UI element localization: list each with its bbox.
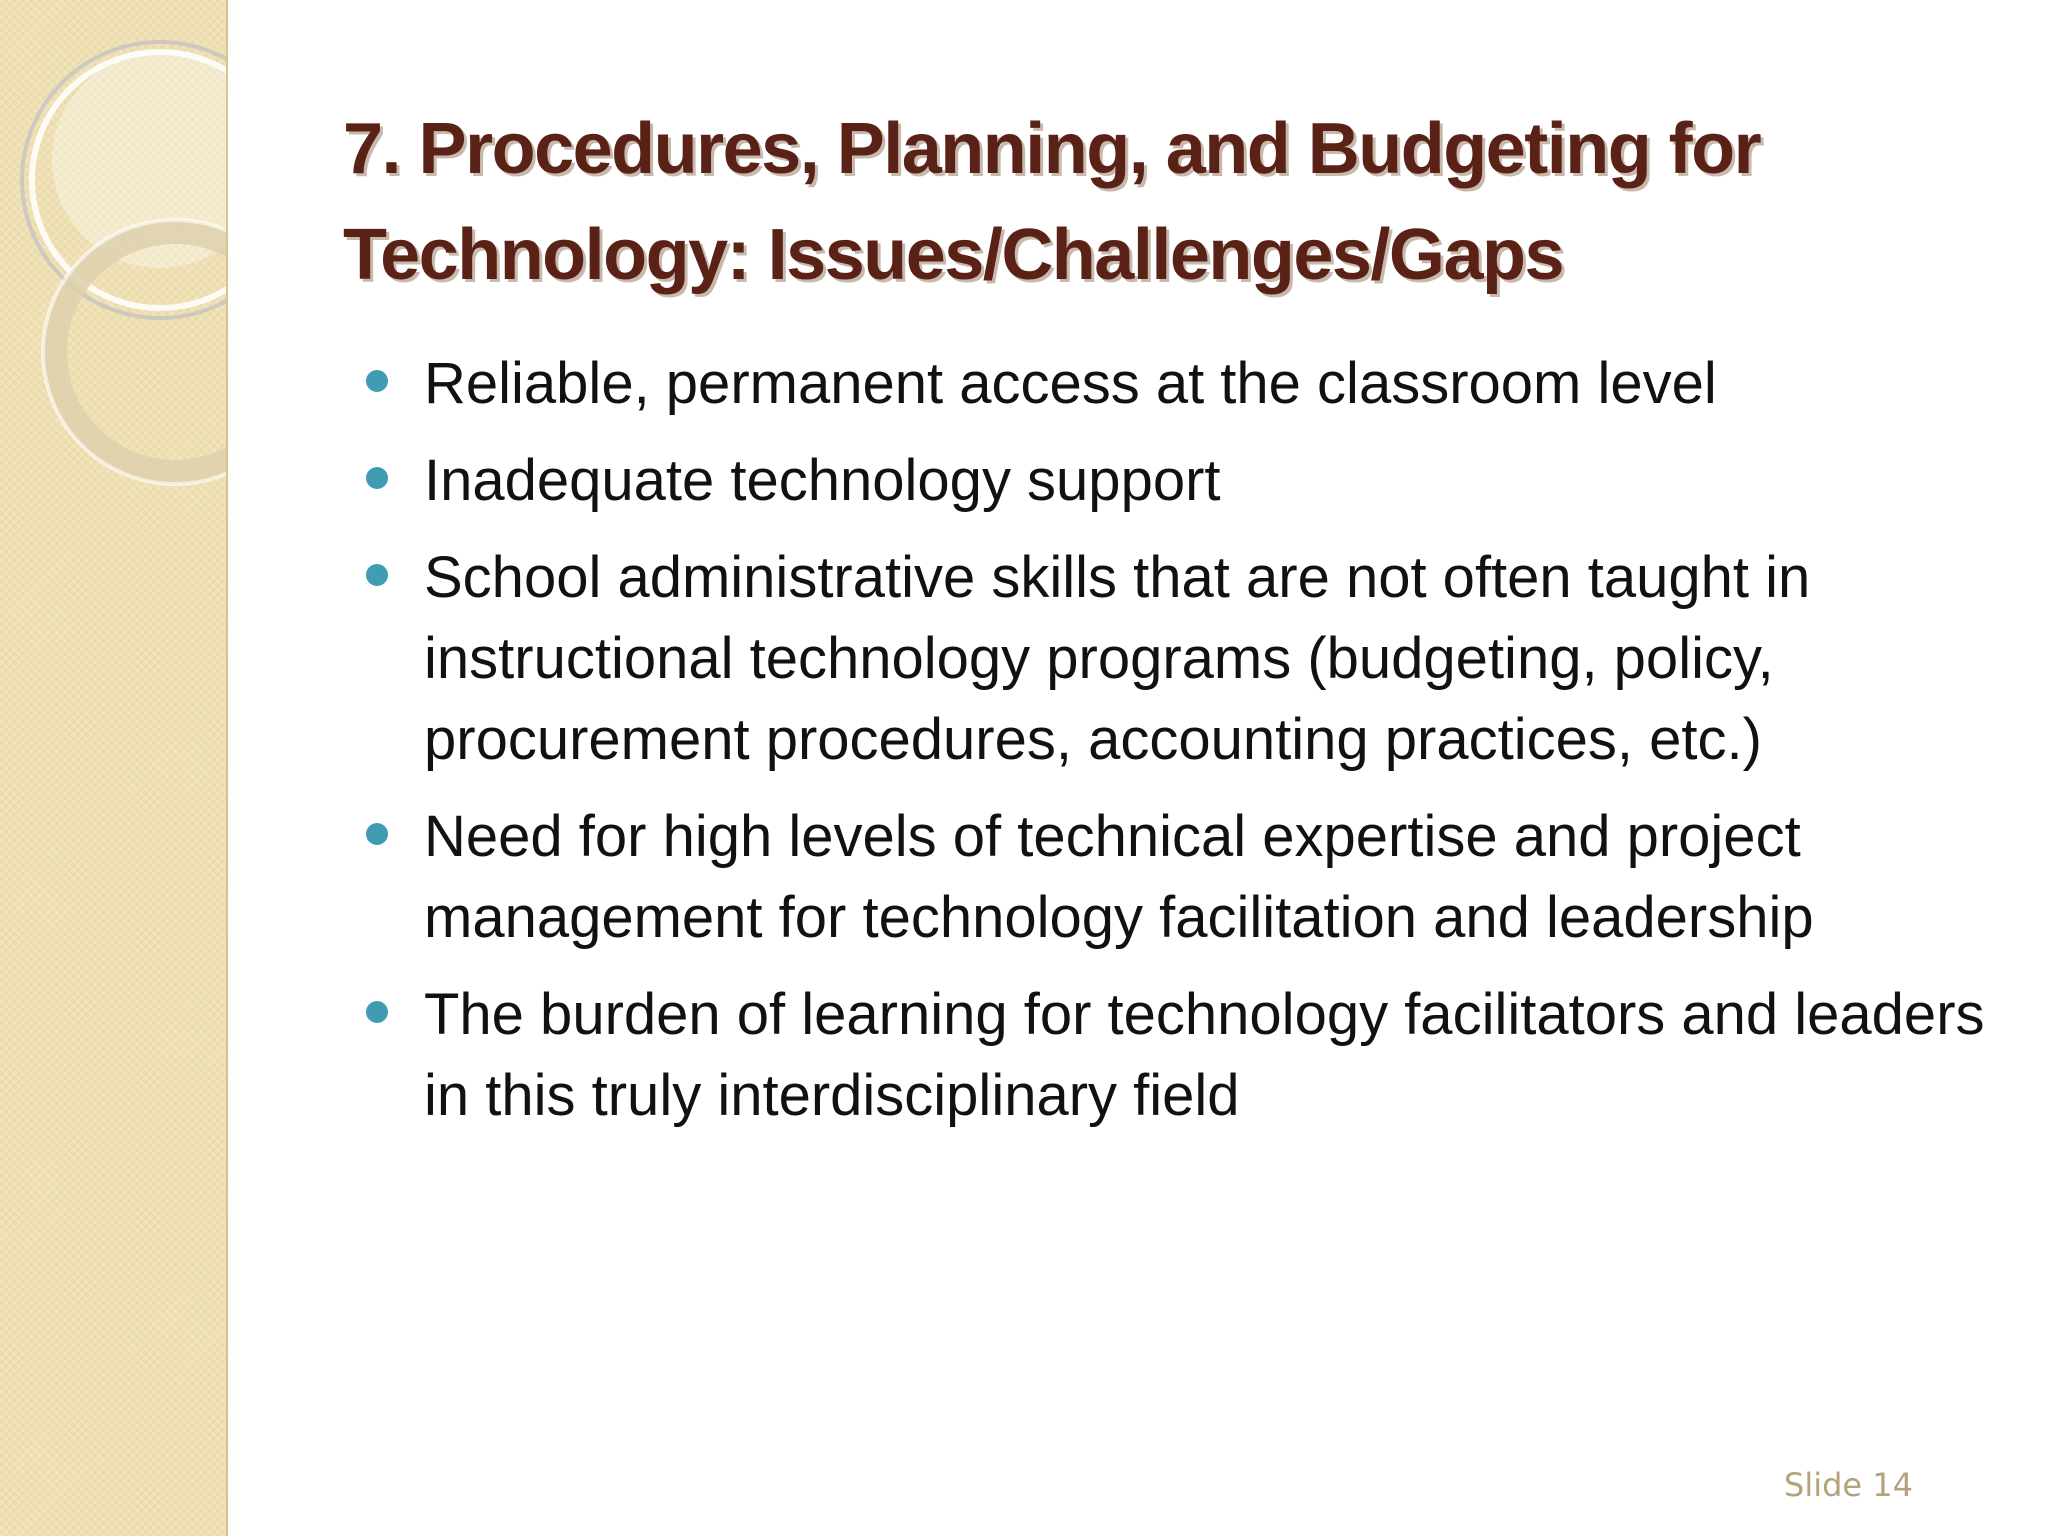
bullet-item (360, 796, 2000, 958)
bullet-text: Need for high levels of technical expertise and project management for technology facilitation and leadership (424, 804, 1814, 950)
slide-title: 7. Procedures, Planning, and Budgeting for Technology: Issues/Challenges/Gaps (343, 109, 1761, 295)
bullet-item (360, 440, 2000, 521)
decorative-sidebar (0, 0, 228, 1536)
round-bullet-icon (366, 1001, 388, 1023)
sidebar-divider (226, 0, 228, 1536)
round-bullet-icon (366, 370, 388, 392)
bullet-text: Reliable, permanent access at the classroom level (424, 351, 1717, 416)
bullet-item (360, 537, 2000, 780)
bullet-item (360, 974, 2000, 1136)
bullet-list (360, 343, 2000, 1152)
bullet-text: The burden of learning for technology facilitators and leaders in this truly interdisciplinary field (424, 982, 1985, 1128)
round-bullet-icon (366, 823, 388, 845)
bullet-text: Inadequate technology support (424, 448, 1221, 513)
bullet-item (360, 343, 2000, 424)
round-bullet-icon (366, 564, 388, 586)
decorative-rings (0, 0, 228, 520)
round-bullet-icon (366, 467, 388, 489)
bullet-text: School administrative skills that are not often taught in instructional technology programs (budgeting, policy, procurement procedures, accounting practices, etc.) (424, 545, 1811, 772)
slide-number: Slide 14 (1784, 1466, 1913, 1504)
